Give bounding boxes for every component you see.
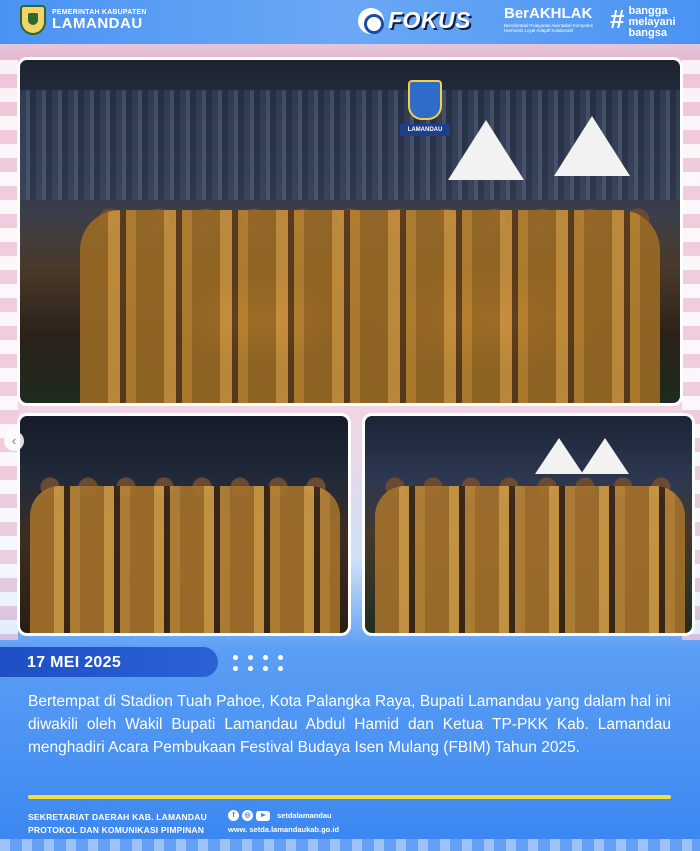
- org-name: LAMANDAU: [52, 15, 143, 32]
- tent-shape: [535, 438, 583, 474]
- berakhlak-logo: [504, 6, 676, 39]
- regency-crest-icon: [20, 5, 46, 35]
- footer-line-1: SEKRETARIAT DAERAH KAB. LAMANDAU: [28, 812, 207, 822]
- post-date: 17 MEI 2025: [27, 654, 122, 671]
- berakhlak-label: BerAKHLAK: [504, 5, 593, 22]
- bangga-line-1: bangga: [628, 5, 668, 17]
- header-bar: [0, 0, 700, 44]
- banner-label: LAMANDAU: [400, 124, 450, 136]
- group-people-batik: [375, 486, 685, 636]
- social-links: [228, 810, 332, 821]
- tent-shape: [448, 120, 524, 180]
- hashtag-icon: #: [610, 4, 625, 34]
- youtube-icon[interactable]: [256, 811, 270, 821]
- footer-org: [28, 811, 207, 837]
- lamandau-emblem-icon: [408, 80, 442, 120]
- berakhlak-tagline: Berorientasi Pelayanan Akuntabel Kompeten Harmonis Loyal Adaptif Kolaboratif: [504, 22, 594, 33]
- footer-line-2: PROTOKOL DAN KOMUNIKASI PIMPINAN: [28, 825, 205, 835]
- bangga-line-3: bangsa: [628, 27, 667, 39]
- bangga-line-2: melayani: [628, 16, 676, 28]
- left-border-motif: [0, 60, 18, 640]
- group-people-batik: [80, 210, 660, 406]
- fokus-logo: [358, 7, 471, 34]
- group-people-batik: [30, 486, 340, 636]
- secondary-photo-right[interactable]: [362, 413, 695, 636]
- social-handle[interactable]: setdalamandau: [277, 811, 332, 820]
- carousel-prev-button[interactable]: ‹: [4, 431, 24, 451]
- instagram-icon[interactable]: ◎: [242, 810, 253, 821]
- yellow-divider: [28, 795, 671, 799]
- website-link[interactable]: www. setda.lamandaukab.go.id: [228, 825, 339, 834]
- post-body: Bertempat di Stadion Tuah Pahoe, Kota Palangka Raya, Bupati Lamandau yang dalam hal ini diwakili oleh Wakil Bupati Lamandau Abdul Hamid dan Ketua TP-PKK Kab. Lamandau menghadiri Acara Pembukaan Festival Budaya Isen Mulang (FBIM) Tahun 2025.: [28, 693, 671, 756]
- regency-logo: [20, 5, 147, 35]
- facebook-icon[interactable]: f: [228, 810, 239, 821]
- fokus-label: FOKUS: [388, 7, 471, 33]
- camera-aperture-icon: [358, 8, 384, 34]
- tent-shape: [581, 438, 629, 474]
- secondary-photo-left[interactable]: [17, 413, 351, 636]
- bottom-border-motif: [0, 839, 700, 851]
- tent-shape: [554, 116, 630, 176]
- dot-grid-decoration: [228, 652, 288, 674]
- org-small-label: PEMERINTAH KABUPATEN: [52, 9, 147, 16]
- main-group-photo[interactable]: [17, 57, 683, 406]
